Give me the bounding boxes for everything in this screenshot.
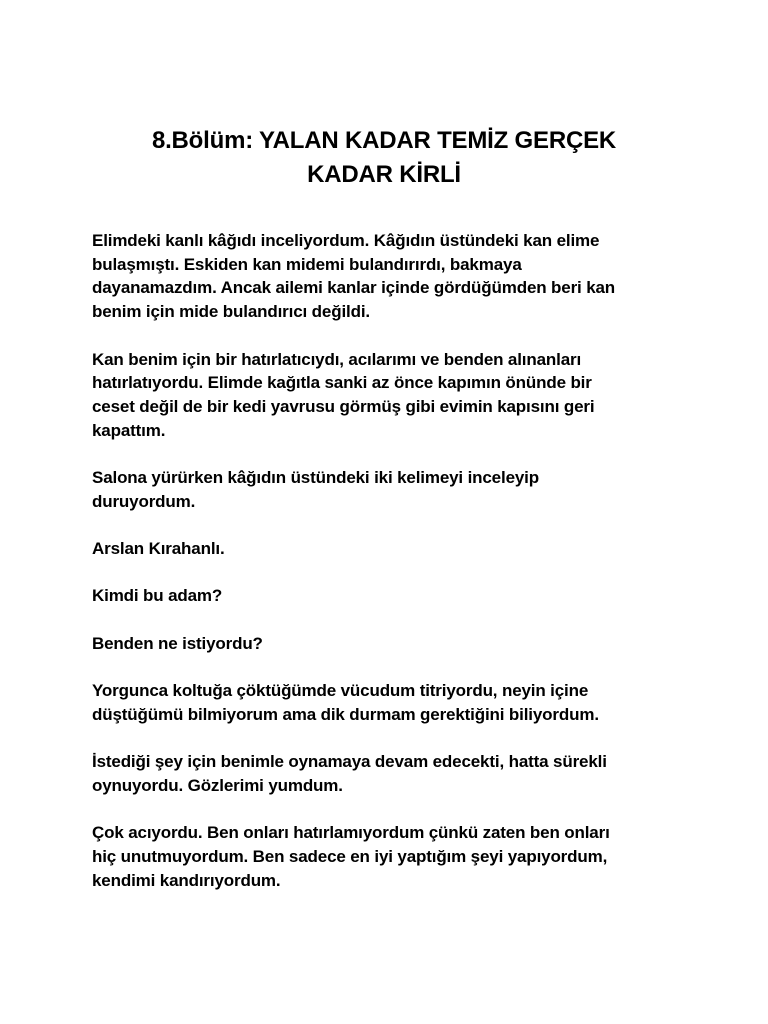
text-line: benim için mide bulandırıcı değildi.: [92, 302, 370, 322]
paragraph: [92, 584, 682, 608]
paragraph: [92, 537, 682, 561]
text-line: düştüğümü bilmiyorum ama dik durmam gerektiğini biliyordum.: [92, 704, 599, 724]
chapter-title: [92, 124, 676, 192]
text-line: Kimdi bu adam?: [92, 586, 223, 606]
text-line: Arslan Kırahanlı.: [92, 539, 225, 559]
text-line: duruyordum.: [92, 491, 196, 511]
text-line: Benden ne istiyordu?: [92, 633, 263, 653]
paragraph: [92, 750, 682, 797]
chapter-title-line: 8.Bölüm: YALAN KADAR TEMİZ GERÇEK: [151, 127, 617, 154]
paragraph: [92, 466, 682, 513]
text-line: kendimi kandırıyordum.: [92, 870, 281, 890]
paragraph: [92, 679, 682, 726]
text-line: İstediği şey için benimle oynamaya devam edecekti, hatta sürekli: [92, 752, 607, 772]
text-line: dayanamazdım. Ancak ailemi kanlar içinde gördüğümden beri kan: [92, 278, 616, 298]
paragraph: [92, 348, 682, 443]
text-line: kapattım.: [92, 420, 166, 440]
chapter-title-line: KADAR KİRLİ: [307, 161, 461, 188]
text-line: Elimdeki kanlı kâğıdı inceliyordum. Kâğıdın üstündeki kan elime: [92, 231, 600, 250]
chapter-body: [92, 229, 682, 916]
text-line: oynuyordu. Gözlerimi yumdum.: [92, 776, 343, 796]
text-line: hiç unutmuyordum. Ben sadece en iyi yaptığım şeyi yapıyordum,: [92, 847, 608, 867]
text-line: bulaşmıştı. Eskiden kan midemi bulandırırdı, bakmaya: [92, 254, 522, 274]
text-line: Kan benim için bir hatırlatıcıydı, acılarımı ve benden alınanları: [92, 349, 582, 369]
text-line: Yorgunca koltuğa çöktüğümde vücudum titriyordu, neyin içine: [92, 681, 589, 701]
text-line: ceset değil de bir kedi yavrusu görmüş gibi evimin kapısını geri: [92, 396, 595, 416]
text-line: hatırlatıyordu. Elimde kağıtla sanki az önce kapımın önünde bir: [92, 373, 592, 393]
text-line: Çok acıyordu. Ben onları hatırlamıyordum çünkü zaten ben onları: [92, 823, 610, 843]
paragraph: [92, 632, 682, 656]
text-line: Salona yürürken kâğıdın üstündeki iki kelimeyi inceleyip: [92, 468, 539, 487]
paragraph: [92, 821, 682, 892]
paragraph: [92, 229, 682, 324]
